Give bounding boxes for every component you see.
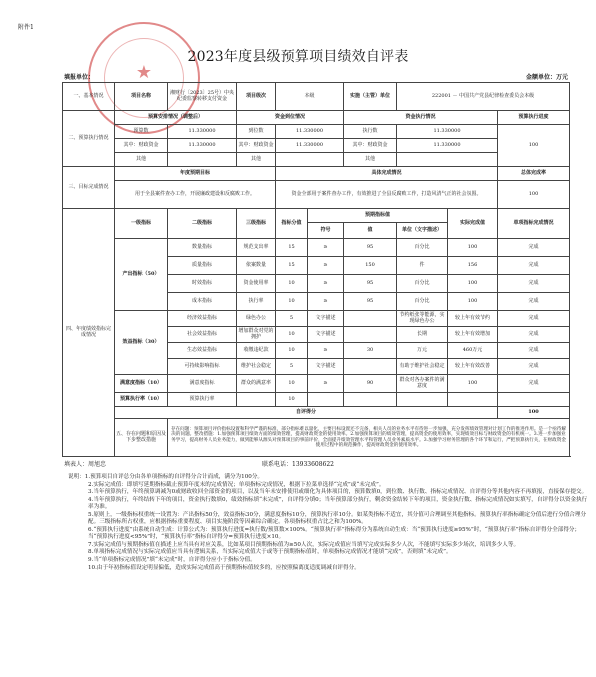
budget-progress-header: 预算执行进度 <box>498 111 570 125</box>
indicator-symbol: 文字描述 <box>308 311 344 327</box>
indicator-value: 150 <box>344 257 397 275</box>
fiscal-label-c: 其中：财政资金 <box>344 139 397 153</box>
indicator-weight: 5 <box>276 359 308 375</box>
total-rate-value: 100 <box>498 181 570 209</box>
note-item: 4.当年预算执行，年终结转下年的项目，资金执行数填0，绩效指标填“未完成”，自评得分填0；当年预算部分执行，剩余资金结转下年的项目，资金执行数、指标完成情况如实填写，自评得分以资金执行率为准。 <box>88 496 588 511</box>
indicator-weight: 15 <box>276 239 308 257</box>
indicator-actual: 100 <box>448 275 498 293</box>
section-goals: 三、目标完成情况 <box>63 167 115 209</box>
indicator-unit <box>397 393 448 407</box>
project-name: 湘财行〔2023〕25号）中央纪委监察转移支付资金 <box>168 83 237 111</box>
indicator-row <box>63 375 570 393</box>
attachment-label: 附件1 <box>18 24 34 31</box>
symbol-header: 符号 <box>308 223 344 239</box>
indicator-value <box>344 393 397 407</box>
indicator-weight: 10 <box>276 393 308 407</box>
indicator-l3: 资金使用率 <box>237 275 276 293</box>
actual-header: 实际完成值 <box>448 209 498 239</box>
money-unit-label: 金额单位：万元 <box>525 74 568 81</box>
indicator-l3: 增加群众对党的拥护 <box>237 327 276 343</box>
indicator-l2: 满意度指标 <box>168 375 237 393</box>
indicator-unit: 百分比 <box>397 275 448 293</box>
expected-header: 预期指标值 <box>308 209 448 223</box>
indicator-l3: 规范支出率 <box>237 239 276 257</box>
indicator-actual: 100 <box>448 375 498 393</box>
indicator-actual <box>448 393 498 407</box>
output-group-label: 产出指标（50） <box>115 239 168 311</box>
indicator-symbol: 文字描述 <box>308 359 344 375</box>
total-score-label: 自评得分 <box>115 407 498 419</box>
note-item: 9.当“单项指标完成情况”填“未完成”时，自评得分应小于指标分值。 <box>88 557 256 564</box>
arrived-value: 11.330000 <box>276 125 344 139</box>
indicator-status: 完成 <box>498 239 570 257</box>
indicator-status: 完成 <box>498 293 570 311</box>
indicator-actual: 460万元 <box>448 343 498 359</box>
indicator-actual: 较上年有效改善 <box>448 359 498 375</box>
indicator-actual: 较上年有效节约 <box>448 311 498 327</box>
phone-label: 联系电话：13933608622 <box>262 461 334 468</box>
indicator-symbol: ≥ <box>308 239 344 257</box>
indicator-value <box>344 359 397 375</box>
note-item: 8.单项指标完成情况与实际完成值应当具有逻辑关系，当实际完成值大于或等于预期指标值时，单项指标完成情况才能填“完成”，否则填“未完成”。 <box>88 549 452 556</box>
specific-text: 资金全部用于案件查办工作，有效推进了全县反腐败工作，打造风清气正的社会氛围。 <box>276 181 498 209</box>
indicator-weight: 10 <box>276 275 308 293</box>
other-label-a: 其他 <box>115 153 168 167</box>
indicator-symbol <box>308 393 344 407</box>
indicator-l3 <box>237 393 276 407</box>
annual-goal-header: 年度预期目标 <box>115 167 276 181</box>
indicator-l2: 预算执行率 <box>168 393 237 407</box>
indicator-l2: 经济效益指标 <box>168 311 237 327</box>
status-header: 单项指标完成情况 <box>498 209 570 239</box>
reporting-unit-label: 填报单位： <box>64 74 95 81</box>
exec-label: 执行数 <box>344 125 397 139</box>
indicator-weight: 5 <box>276 311 308 327</box>
indicator-unit: 万元 <box>397 343 448 359</box>
indicator-l3: 绿色办公 <box>237 311 276 327</box>
page-title: 2023年度县级预算项目绩效自评表 <box>187 49 409 65</box>
total-score-value: 100 <box>498 407 570 419</box>
satisfaction-group-label: 满意度指标（10） <box>115 375 168 393</box>
annual-goal-text: 用于全县案件查办工作，开展廉政建设和反腐败工作。 <box>115 181 276 209</box>
budget-count-value: 11.330000 <box>168 125 237 139</box>
indicator-unit: 长期 <box>397 327 448 343</box>
indicator-weight: 10 <box>276 375 308 393</box>
exec-rate-group-label: 预算执行率（10） <box>115 393 168 407</box>
budget-count-label: 预算数 <box>115 125 168 139</box>
fiscal-label-b: 其中：财政资金 <box>237 139 276 153</box>
indicator-value <box>344 311 397 327</box>
indicator-symbol: ≥ <box>308 375 344 393</box>
fiscal-label-a: 其中：财政资金 <box>115 139 168 153</box>
indicator-l2: 成本指标 <box>168 293 237 311</box>
section-budget: 二、预算执行情况 <box>63 111 115 167</box>
indicator-unit: 群众对各办案件的满意度 <box>397 375 448 393</box>
indicator-actual: 100 <box>448 293 498 311</box>
project-name-label: 项目名称 <box>115 83 168 111</box>
budget-arrival-header: 资金到位情况 <box>237 111 344 125</box>
exec-value: 11.330000 <box>397 125 498 139</box>
indicator-status: 完成 <box>498 343 570 359</box>
indicator-l3: 依案数量 <box>237 257 276 275</box>
indicator-status: 完成 <box>498 327 570 343</box>
value-header: 值 <box>344 223 397 239</box>
indicator-actual: 156 <box>448 257 498 275</box>
section-basic: 一、基本情况 <box>63 83 115 111</box>
indicator-l2: 时效指标 <box>168 275 237 293</box>
indicator-weight: 10 <box>276 327 308 343</box>
indicator-status: 完成 <box>498 375 570 393</box>
signer-label: 填表人：周旭忠 <box>64 461 107 468</box>
indicator-row <box>63 393 570 407</box>
indicator-value: 30 <box>344 343 397 359</box>
indicator-unit: 百分比 <box>397 239 448 257</box>
indicator-status: 完成 <box>498 359 570 375</box>
note-item: 7.实际完成值与预期指标值在描述上应当具有对应关系，比如某项目预期指标值为≥50人次，实际完成值应当填写完成实际多少人次，不能填写实际多少场次，培训多少人等。 <box>88 541 520 548</box>
indicator-value: 95 <box>344 293 397 311</box>
unit-header: 单位（文字描述） <box>397 223 448 239</box>
indicator-l2: 生态效益指标 <box>168 343 237 359</box>
problems-text: 存在问题：预算项目评价指标设置和科学严谨的标准，部分指标难以量化，主要目标设置还不完备，相关人员的业务水平有待进一步加强，充分发挥绩效管理对计划工作的推进作用。是一个亟待解决的问题。整改措施：1.加强预算项目绩效方面的绩效管理，提高财政资金的使用效率。2.加强预算项目的绩效管理，提高资金的使用效率，实现绩效目标与财政资金的有机统一。3.进一步加强业务学习，提高财务人员业务能力，做到能够从源头对预算项目的事前评价，全面提升绩效管理水平和管理人员业务素质水平。3.加强学习财务管理的各个环节和运行，严把预算执行关，在财政资金使用过程中的规范操作，提高财政资金的使用效率。 <box>168 419 570 457</box>
impl-unit-label: 实施（主管）单位 <box>344 83 397 111</box>
indicator-symbol: ≥ <box>308 293 344 311</box>
indicator-value: 90 <box>344 375 397 393</box>
indicator-l3: 执行率 <box>237 293 276 311</box>
note-item: 6.“预算执行进度”由系统自动生成：计算公式为：预算执行进度=执行数/预算数×100%。“预算执行率”指标得分为系统自动生成：当“预算执行进度≥95%”时，“预算执行率”指标自评得分全部得分；当“预算执行进度<95%”时，“预算执行率”指标自评得分=预算执行进度×10。 <box>88 526 581 541</box>
lvl3-header: 三级指标 <box>237 209 276 239</box>
evaluation-table <box>62 82 570 457</box>
official-seal: ★ <box>88 22 200 134</box>
indicator-l3: 群众的满意率 <box>237 375 276 393</box>
indicator-row <box>63 239 570 257</box>
lvl1-header: 一级指标 <box>115 209 168 239</box>
notes-section <box>68 474 588 572</box>
note-item: 3.当年预算执行，年终预算调减为0或财政收回全部资金的项目，以及当年未安排使用或细化为具体项目的，预算数填0，到位数、执行数、指标完成情况、自评得分等其他内容不再填报，直接保存提交。 <box>88 489 588 496</box>
weight-header: 指标分值 <box>276 209 308 239</box>
fiscal-value-c: 11.330000 <box>397 139 498 153</box>
budget-exec-header: 资金执行情况 <box>344 111 498 125</box>
indicator-l2: 社会效益指标 <box>168 327 237 343</box>
level-value: 本级 <box>276 83 344 111</box>
section-problems: 五、存在问题和原因及下步整改措施 <box>115 419 168 457</box>
indicator-weight: 10 <box>276 343 308 359</box>
indicator-status: 完成 <box>498 257 570 275</box>
section-indicators: 四、年度绩效指标完成情况 <box>63 209 115 457</box>
indicator-status: 完成 <box>498 311 570 327</box>
arrived-label: 到位数 <box>237 125 276 139</box>
indicator-symbol: ≥ <box>308 343 344 359</box>
budget-progress-value: 100 <box>498 125 570 167</box>
other-label-b: 其他 <box>237 153 276 167</box>
level-label: 项目级次 <box>237 83 276 111</box>
indicator-weight: 10 <box>276 293 308 311</box>
indicator-status <box>498 393 570 407</box>
note-item: 10.由于年初指标值设定明显偏低，造成实际完成值高于预期指标值较多的，应按照偏离度适度调减自评得分。 <box>88 564 360 571</box>
indicator-unit: 节约纸张等能源，实现绿色办公 <box>397 311 448 327</box>
note-item: 5.原则上，一级指标权重统一设置为：产出指标50分，效益指标30分，满意度指标10分，预算执行率10分。如某类指标不适宜，其分值可合理调至其他指标。预算执行率指标确定分值后进行分值合理分配。三级指标所占权重，应根据指标重要程度、项目实施阶段等因素综合确定。各项指标权重占比之和为100%。 <box>88 511 587 526</box>
indicator-value: 95 <box>344 239 397 257</box>
indicator-actual: 较上年有效增加 <box>448 327 498 343</box>
lvl2-header: 二级指标 <box>168 209 237 239</box>
indicator-unit: 有助于维护社会稳定 <box>397 359 448 375</box>
note-item: 说明：1.预算项目自评总分由各单项指标的自评得分合计而成，满分为100分。 <box>68 474 264 480</box>
note-item: 2.实际完成值：即填写延期指标截止预算年度末的完成情况；单项指标完成情况，根据下拉菜单选择“完成”或“未完成”。 <box>88 481 385 488</box>
other-label-c: 其他 <box>344 153 397 167</box>
indicator-l3: 维护社会稳定 <box>237 359 276 375</box>
indicator-status: 完成 <box>498 275 570 293</box>
fiscal-value-a: 11.330000 <box>168 139 237 153</box>
impl-unit-value: 222001 － 中国共产党县纪律检查委员会本级 <box>397 83 570 111</box>
indicator-unit: 百分比 <box>397 293 448 311</box>
budget-arrange-header: 预算安排情况（调整后） <box>115 111 237 125</box>
indicator-row <box>63 311 570 327</box>
indicator-l2: 数量指标 <box>168 239 237 257</box>
benefit-group-label: 效益指标（30） <box>115 311 168 375</box>
indicator-value: 95 <box>344 275 397 293</box>
indicator-actual: 100 <box>448 239 498 257</box>
indicator-l2: 质量指标 <box>168 257 237 275</box>
indicator-unit: 件 <box>397 257 448 275</box>
total-rate-header: 总体完成率 <box>498 167 570 181</box>
indicator-weight: 15 <box>276 257 308 275</box>
specific-header: 具体完成情况 <box>276 167 498 181</box>
indicator-symbol: ≥ <box>308 257 344 275</box>
indicator-l2: 可持续影响指标 <box>168 359 237 375</box>
indicator-symbol: 文字描述 <box>308 327 344 343</box>
indicator-symbol: ≥ <box>308 275 344 293</box>
indicator-value <box>344 327 397 343</box>
indicator-l3: 收缴违纪款 <box>237 343 276 359</box>
fiscal-value-b: 11.330000 <box>276 139 344 153</box>
